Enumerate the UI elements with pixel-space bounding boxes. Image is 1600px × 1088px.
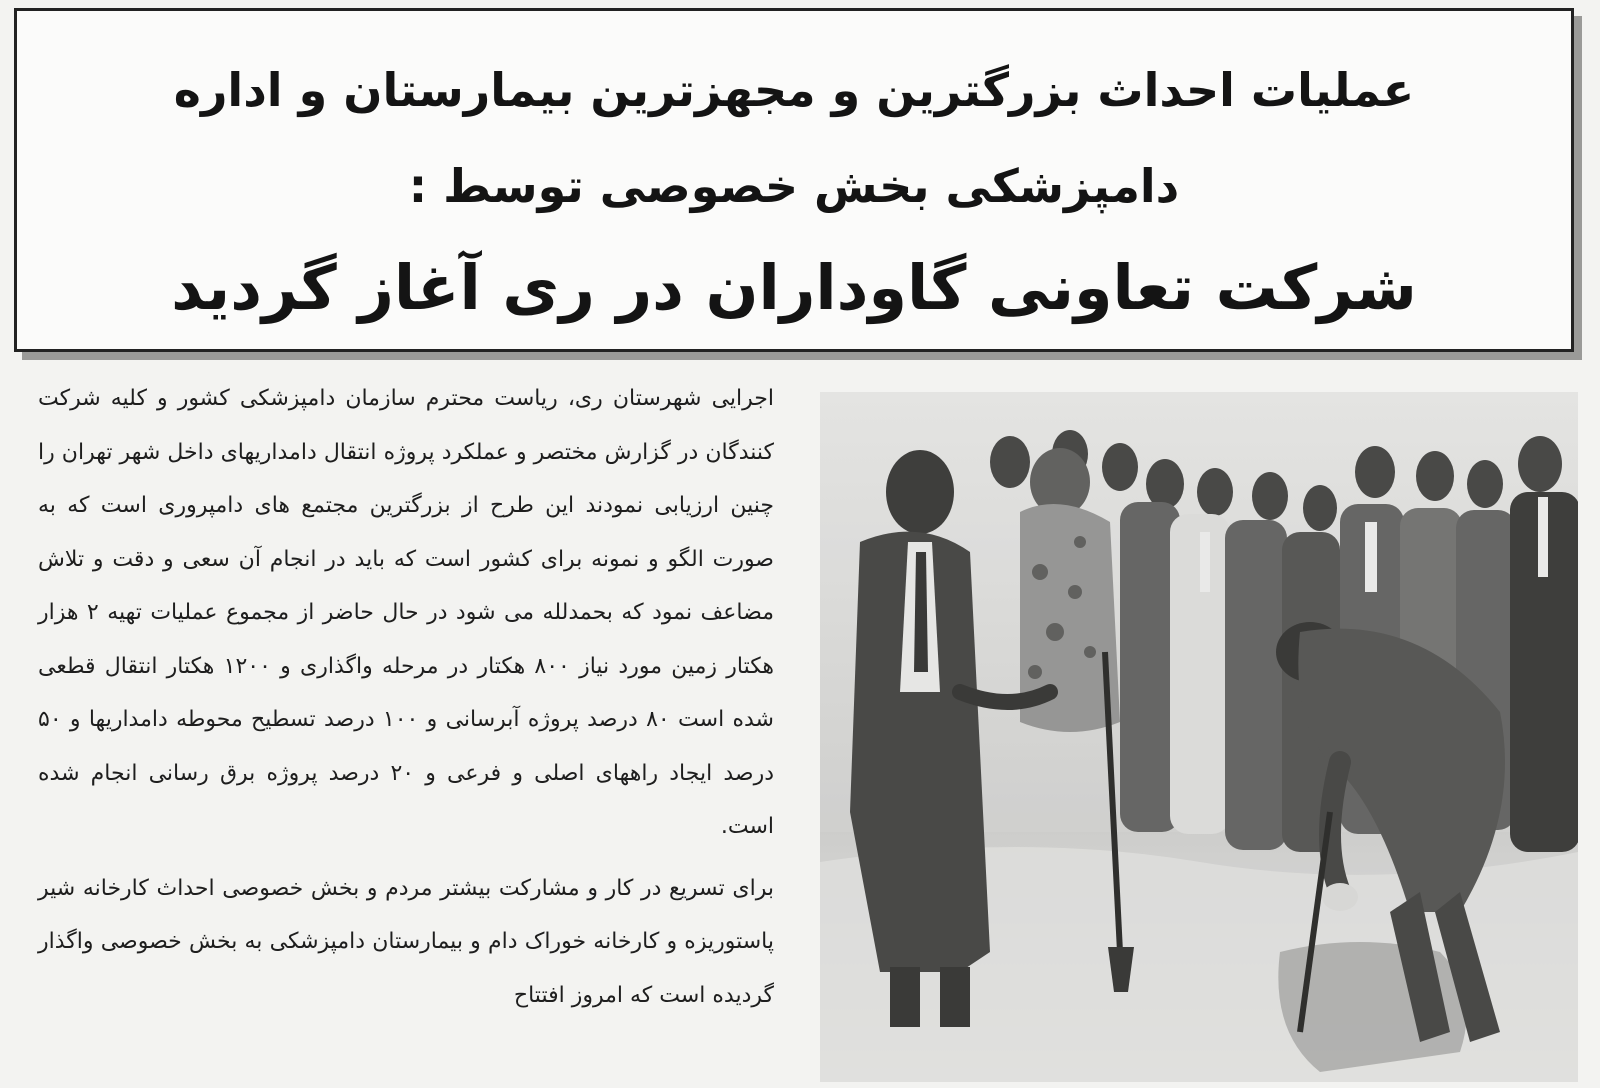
- article-paragraph-2: برای تسریع در کار و مشارکت بیشتر مردم و بخش خصوصی احداث کارخانه شیر پاستوریزه و کارخانه خوراک دام و بیمارستان دامپزشکی به بخش خصوصی واگذار گردیده است که امروز افتتاح: [38, 875, 774, 1008]
- headline-line-3: شرکت تعاونی گاوداران در ری آغاز گردید: [171, 251, 1417, 324]
- headline-box: [14, 8, 1574, 352]
- article-column: [38, 372, 774, 1072]
- headline-line-2: دامپزشکی بخش خصوصی توسط :: [408, 159, 1180, 213]
- groundbreaking-ceremony-photo: [820, 392, 1578, 1082]
- photo-illustration: [820, 392, 1578, 1082]
- article-paragraph-1: اجرایی شهرستان ری، ریاست محترم سازمان دامپزشکی کشور و کلیه شرکت کنندگان در گزارش مختصر و عملکرد پروژه انتقال دامداریهای داخل شهر تهران را چنین ارزیابی نمودند این طرح از بزرگترین مجتمع های دامپروری است که به صورت الگو و نمونه برای کشور است که باید در انجام آن سعی و دقت و تلاش مضاعف نمود که بحمدلله می شود در حال حاضر از مجموع عملیات تهیه ۲ هزار هکتار زمین مورد نیاز ۸۰۰ هکتار در مرحله واگذاری و ۱۲۰۰ هکتار انتقال قطعی شده است ۸۰ درصد پروژه آبرسانی و ۱۰۰ درصد تسطیح محوطه دامداریها و ۵۰ درصد ایجاد راههای اصلی و فرعی و ۲۰ درصد پروژه برق رسانی انجام شده است.: [38, 386, 774, 839]
- headline-line-1: عملیات احداث بزرگترین و مجهزترین بیمارستان و اداره: [173, 63, 1415, 117]
